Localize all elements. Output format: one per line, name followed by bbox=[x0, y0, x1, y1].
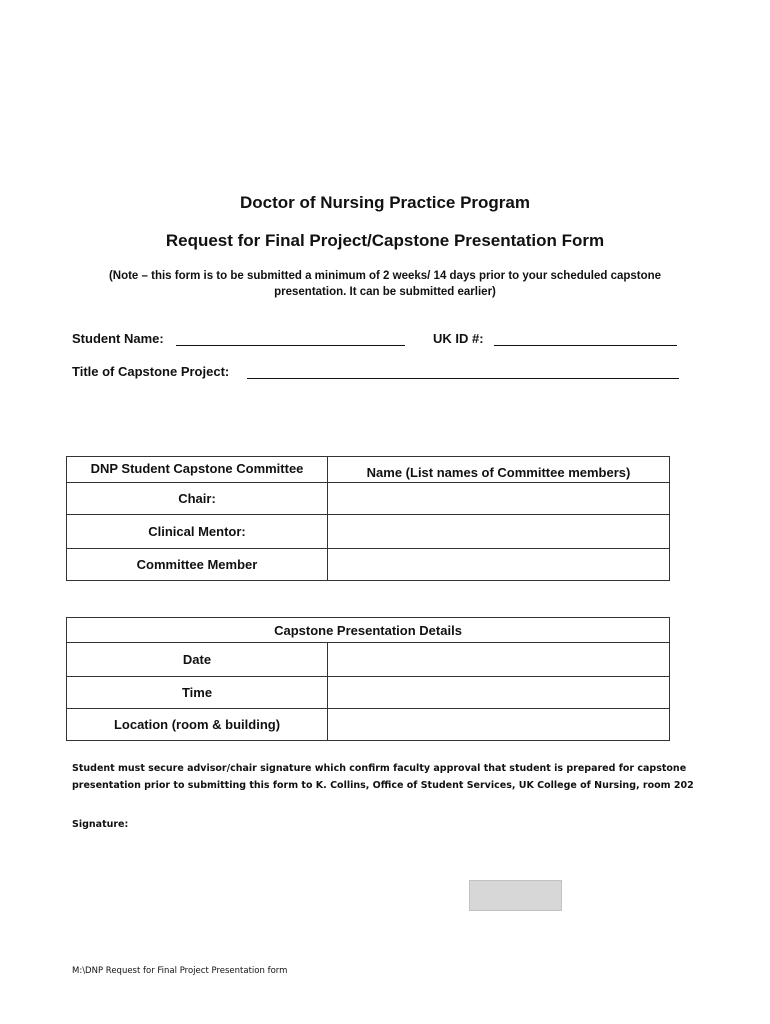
signature-label: Signature: bbox=[72, 819, 129, 830]
submission-note bbox=[70, 268, 700, 300]
table-row bbox=[67, 549, 670, 581]
submission-note-line2: presentation. It can be submitted earlier) bbox=[274, 286, 496, 298]
table-row bbox=[67, 483, 670, 515]
committee-names-col-header: Name (List names of Committee members) bbox=[328, 457, 670, 483]
uk-id-field[interactable] bbox=[494, 330, 677, 346]
capstone-title-field[interactable] bbox=[247, 363, 679, 379]
committee-mentor-label: Clinical Mentor: bbox=[67, 515, 328, 549]
committee-chair-label: Chair: bbox=[67, 483, 328, 515]
details-time-label: Time bbox=[67, 677, 328, 709]
details-date-label: Date bbox=[67, 643, 328, 677]
student-name-field[interactable] bbox=[176, 330, 405, 346]
form-title: Doctor of Nursing Practice Program bbox=[239, 193, 530, 212]
table-row bbox=[67, 677, 670, 709]
table-row bbox=[67, 515, 670, 549]
footer-path: M:\DNP Request for Final Project Presentation form bbox=[72, 966, 288, 976]
instructions bbox=[72, 760, 712, 794]
committee-member-input[interactable] bbox=[328, 549, 670, 581]
signature-box[interactable] bbox=[469, 880, 562, 911]
table-row bbox=[67, 643, 670, 677]
committee-chair-input[interactable] bbox=[328, 483, 670, 515]
uk-id-label: UK ID #: bbox=[433, 331, 484, 346]
details-header: Capstone Presentation Details bbox=[67, 618, 670, 643]
instructions-line1: Student must secure advisor/chair signature which confirm faculty approval that student is prepared for capstone bbox=[72, 763, 687, 774]
committee-mentor-input[interactable] bbox=[328, 515, 670, 549]
instructions-line2: presentation prior to submitting this form to K. Collins, Office of Student Services, UK College of Nursing, room 202 bbox=[72, 780, 694, 791]
details-location-input[interactable] bbox=[328, 709, 670, 741]
form-subtitle: Request for Final Project/Capstone Presentation Form bbox=[165, 231, 605, 250]
details-location-label: Location (room & building) bbox=[67, 709, 328, 741]
committee-member-label: Committee Member bbox=[67, 549, 328, 581]
capstone-title-label: Title of Capstone Project: bbox=[72, 364, 230, 379]
details-header-row bbox=[67, 618, 670, 643]
submission-note-line1: (Note – this form is to be submitted a minimum of 2 weeks/ 14 days prior to your scheduled capstone bbox=[108, 270, 662, 282]
committee-table bbox=[66, 456, 670, 581]
details-table bbox=[66, 617, 670, 741]
details-date-input[interactable] bbox=[328, 643, 670, 677]
details-time-input[interactable] bbox=[328, 677, 670, 709]
committee-header-row bbox=[67, 457, 670, 483]
student-name-label: Student Name: bbox=[72, 331, 164, 346]
table-row bbox=[67, 709, 670, 741]
committee-col-header: DNP Student Capstone Committee bbox=[67, 457, 328, 483]
